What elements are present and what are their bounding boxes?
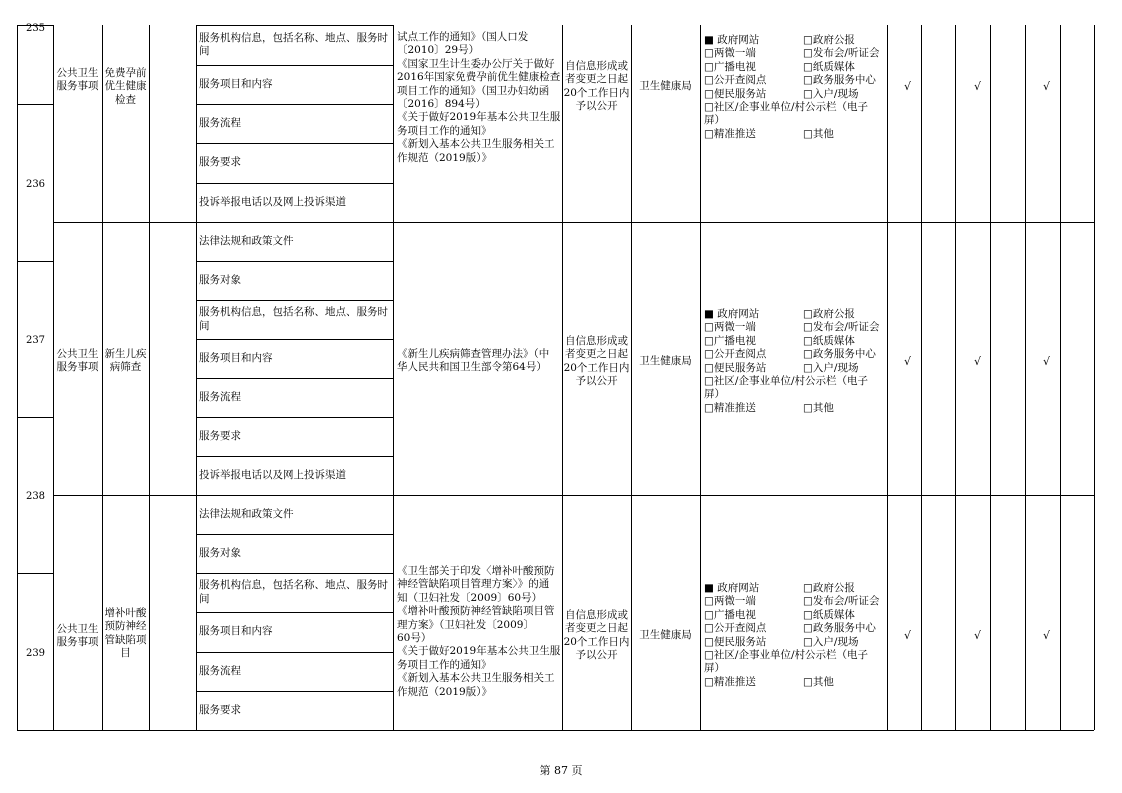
item-line bbox=[196, 534, 393, 535]
time-limit: 予以公开 bbox=[575, 375, 618, 388]
column-line bbox=[149, 25, 150, 730]
item-line bbox=[196, 339, 393, 340]
policy-basis: 知（卫妇社发〔2009〕60号） bbox=[397, 591, 543, 604]
column-line bbox=[921, 25, 922, 730]
channel-option: □便民服务站 bbox=[704, 361, 767, 374]
policy-basis: 项目工作的通知》（国卫办妇幼函 bbox=[397, 84, 550, 97]
channel-option: ■ 政府网站 bbox=[704, 308, 760, 320]
public-item: 服务项目和内容 bbox=[199, 351, 273, 364]
column-line bbox=[990, 25, 991, 730]
table-bottom-line bbox=[17, 730, 1094, 731]
channel-option: ■ 政府网站 bbox=[704, 582, 760, 594]
policy-basis: 《国家卫生计生委办公厅关于做好 bbox=[397, 57, 555, 70]
category-text: 公共卫生 bbox=[56, 348, 99, 360]
channel-option: □便民服务站 bbox=[704, 87, 767, 100]
channel-option: □广播电视 bbox=[704, 334, 756, 347]
policy-basis: 《关于做好2019年基本公共卫生服 bbox=[397, 645, 561, 658]
time-limit: 自信息形成或 bbox=[565, 335, 628, 347]
item-line bbox=[196, 417, 393, 418]
public-item: 服务要求 bbox=[199, 703, 241, 716]
policy-basis: 作规范（2019版）》 bbox=[397, 151, 492, 164]
row-number-line bbox=[17, 573, 54, 574]
policy-basis: 试点工作的通知》（国人口发 bbox=[397, 31, 529, 43]
channel-option: □广播电视 bbox=[704, 60, 756, 73]
channel-option: □政府公报 bbox=[803, 308, 855, 320]
public-item: 法律法规和政策文件 bbox=[199, 234, 294, 247]
subject-text: 优生健康 bbox=[104, 80, 147, 93]
item-line bbox=[196, 300, 393, 301]
policy-basis: 《卫生部关于印发〈增补叶酸预防 bbox=[397, 565, 555, 577]
channel-option: □纸质媒体 bbox=[803, 60, 855, 73]
time-limit: 予以公开 bbox=[575, 100, 618, 113]
subject-agency: 卫生健康局 bbox=[639, 355, 692, 367]
public-item: 服务流程 bbox=[199, 664, 241, 677]
channel-option: 屏） bbox=[704, 388, 725, 401]
policy-basis: 〔2016〕894号） bbox=[397, 98, 486, 110]
item-line bbox=[196, 143, 393, 144]
channel-option: ■ 政府网站 bbox=[704, 34, 760, 46]
policy-basis: 《新生儿疾病筛查管理办法》（中 bbox=[397, 348, 550, 360]
check-mark: √ bbox=[1043, 629, 1051, 642]
channel-option: □两微一端 bbox=[704, 321, 756, 334]
public-item: 服务要求 bbox=[199, 429, 241, 442]
check-mark: √ bbox=[1043, 80, 1051, 93]
item-line bbox=[196, 378, 393, 379]
policy-basis: 务项目工作的通知》 bbox=[397, 124, 492, 137]
category-text: 服务事项 bbox=[56, 636, 99, 649]
check-mark: √ bbox=[1043, 355, 1051, 368]
channel-option: 屏） bbox=[704, 114, 725, 127]
item-top-line bbox=[196, 25, 393, 26]
channel-option: □精准推送 bbox=[704, 675, 756, 688]
subject-text: 病筛查 bbox=[109, 361, 142, 374]
item-line bbox=[196, 261, 393, 262]
item-line bbox=[196, 652, 393, 653]
category-text: 服务事项 bbox=[56, 80, 99, 93]
column-line bbox=[1094, 25, 1095, 730]
check-mark: √ bbox=[904, 355, 912, 368]
policy-basis: 神经管缺陷项目管理方案〉》的通 bbox=[397, 578, 550, 591]
policy-basis: 2016年国家免费孕前优生健康检查 bbox=[397, 71, 561, 84]
channel-option: □纸质媒体 bbox=[803, 608, 855, 621]
row-number: 238 bbox=[25, 491, 46, 502]
channel-option: □公开查阅点 bbox=[704, 622, 767, 635]
row-number: 239 bbox=[25, 648, 46, 659]
row-number-line bbox=[17, 104, 54, 105]
subject-text: 检查 bbox=[115, 93, 136, 106]
public-item: 服务机构信息，包括名称、地点、服务时间 bbox=[199, 306, 388, 332]
policy-basis: 〔2010〕29号） bbox=[397, 44, 480, 57]
policy-basis: 《新划入基本公共卫生服务相关工 bbox=[397, 672, 555, 685]
time-limit: 者变更之日起 bbox=[565, 622, 628, 635]
channel-option: □其他 bbox=[803, 127, 834, 140]
column-line bbox=[955, 25, 956, 730]
row-number: 235 bbox=[25, 23, 46, 34]
channel-option: □入户/现场 bbox=[803, 361, 859, 374]
item-line bbox=[196, 222, 393, 223]
channel-option: □公开查阅点 bbox=[704, 74, 767, 87]
column-line bbox=[1060, 25, 1061, 730]
public-item: 服务流程 bbox=[199, 116, 241, 129]
time-limit: 20个工作日内 bbox=[563, 86, 630, 99]
channel-option: □公开查阅点 bbox=[704, 348, 767, 361]
time-limit: 者变更之日起 bbox=[565, 348, 628, 361]
channel-option: □发布会/听证会 bbox=[803, 595, 880, 608]
time-limit: 者变更之日起 bbox=[565, 73, 628, 86]
row-number: 236 bbox=[25, 179, 46, 190]
time-limit: 20个工作日内 bbox=[563, 635, 630, 648]
page-number: 第 87 页 bbox=[539, 764, 583, 777]
item-line bbox=[196, 456, 393, 457]
public-item: 投诉举报电话以及网上投诉渠道 bbox=[199, 195, 346, 208]
policy-basis: 《新划入基本公共卫生服务相关工 bbox=[397, 138, 555, 151]
item-line bbox=[196, 104, 393, 105]
item-line bbox=[196, 65, 393, 66]
policy-basis: 作规范（2019版）》 bbox=[397, 685, 492, 698]
policy-basis: 《关于做好2019年基本公共卫生服 bbox=[397, 111, 561, 124]
channel-option: □政务服务中心 bbox=[803, 622, 876, 635]
channel-option: □其他 bbox=[803, 401, 834, 414]
public-item: 服务项目和内容 bbox=[199, 625, 273, 638]
policy-basis: 60号） bbox=[397, 632, 432, 644]
public-item: 服务机构信息，包括名称、地点、服务时间 bbox=[199, 31, 388, 57]
public-item: 服务对象 bbox=[199, 273, 241, 286]
column-line bbox=[887, 25, 888, 730]
subject-text: 免费孕前 bbox=[104, 67, 147, 79]
channel-option: □政府公报 bbox=[803, 34, 855, 46]
time-limit: 自信息形成或 bbox=[565, 609, 628, 621]
public-item: 服务机构信息，包括名称、地点、服务时间 bbox=[199, 579, 388, 605]
column-line bbox=[393, 25, 394, 730]
row-number-line bbox=[17, 417, 54, 418]
time-limit: 20个工作日内 bbox=[563, 361, 630, 374]
channel-option: □两微一端 bbox=[704, 47, 756, 60]
public-item: 服务流程 bbox=[199, 390, 241, 403]
channel-option: □发布会/听证会 bbox=[803, 47, 880, 60]
channel-option: □便民服务站 bbox=[704, 635, 767, 648]
check-mark: √ bbox=[904, 80, 912, 93]
subject-text: 新生儿疾 bbox=[104, 348, 147, 360]
check-mark: √ bbox=[974, 629, 982, 642]
channel-option: □政务服务中心 bbox=[803, 348, 876, 361]
item-line bbox=[196, 691, 393, 692]
channel-option: □其他 bbox=[803, 675, 834, 688]
policy-basis: 务项目工作的通知》 bbox=[397, 658, 492, 671]
subject-text: 管缺陷项 bbox=[104, 633, 147, 646]
column-line bbox=[17, 25, 18, 730]
category-text: 服务事项 bbox=[56, 361, 99, 374]
subject-text: 增补叶酸 bbox=[104, 607, 147, 619]
item-line bbox=[196, 183, 393, 184]
channel-option: □政务服务中心 bbox=[803, 74, 876, 87]
check-mark: √ bbox=[974, 355, 982, 368]
channel-option: □社区/企事业单位/村公示栏（电子 bbox=[704, 375, 868, 387]
item-line bbox=[196, 730, 393, 731]
public-item: 法律法规和政策文件 bbox=[199, 507, 294, 520]
row-number-line bbox=[17, 261, 54, 262]
channel-option: 屏） bbox=[704, 662, 725, 675]
subject-text: 预防神经 bbox=[104, 620, 147, 633]
public-item: 服务对象 bbox=[199, 546, 241, 559]
channel-option: □广播电视 bbox=[704, 608, 756, 621]
check-mark: √ bbox=[974, 80, 982, 93]
item-line bbox=[196, 495, 393, 496]
channel-option: □发布会/听证会 bbox=[803, 321, 880, 334]
row-number: 237 bbox=[25, 335, 46, 346]
subject-agency: 卫生健康局 bbox=[639, 80, 692, 92]
policy-basis: 华人民共和国卫生部令第64号） bbox=[397, 361, 547, 374]
check-mark: √ bbox=[904, 629, 912, 642]
channel-option: □政府公报 bbox=[803, 582, 855, 594]
time-limit: 自信息形成或 bbox=[565, 60, 628, 72]
category-text: 公共卫生 bbox=[56, 623, 99, 635]
policy-basis: 《增补叶酸预防神经管缺陷项目管 bbox=[397, 605, 555, 618]
item-line bbox=[196, 573, 393, 574]
public-item: 投诉举报电话以及网上投诉渠道 bbox=[199, 468, 346, 481]
channel-option: □社区/企事业单位/村公示栏（电子 bbox=[704, 649, 868, 661]
column-line bbox=[700, 25, 701, 730]
channel-option: □两微一端 bbox=[704, 595, 756, 608]
channel-option: □精准推送 bbox=[704, 401, 756, 414]
channel-option: □入户/现场 bbox=[803, 87, 859, 100]
subject-text: 目 bbox=[120, 647, 131, 660]
category-text: 公共卫生 bbox=[56, 67, 99, 79]
channel-option: □精准推送 bbox=[704, 127, 756, 140]
column-line bbox=[631, 25, 632, 730]
policy-basis: 理方案》（卫妇社发〔2009〕 bbox=[397, 618, 534, 631]
time-limit: 予以公开 bbox=[575, 649, 618, 662]
subject-agency: 卫生健康局 bbox=[639, 629, 692, 641]
public-item: 服务要求 bbox=[199, 156, 241, 169]
channel-option: □社区/企事业单位/村公示栏（电子 bbox=[704, 101, 868, 113]
column-line bbox=[1025, 25, 1026, 730]
item-line bbox=[196, 612, 393, 613]
channel-option: □纸质媒体 bbox=[803, 334, 855, 347]
channel-option: □入户/现场 bbox=[803, 635, 859, 648]
public-item: 服务项目和内容 bbox=[199, 77, 273, 90]
